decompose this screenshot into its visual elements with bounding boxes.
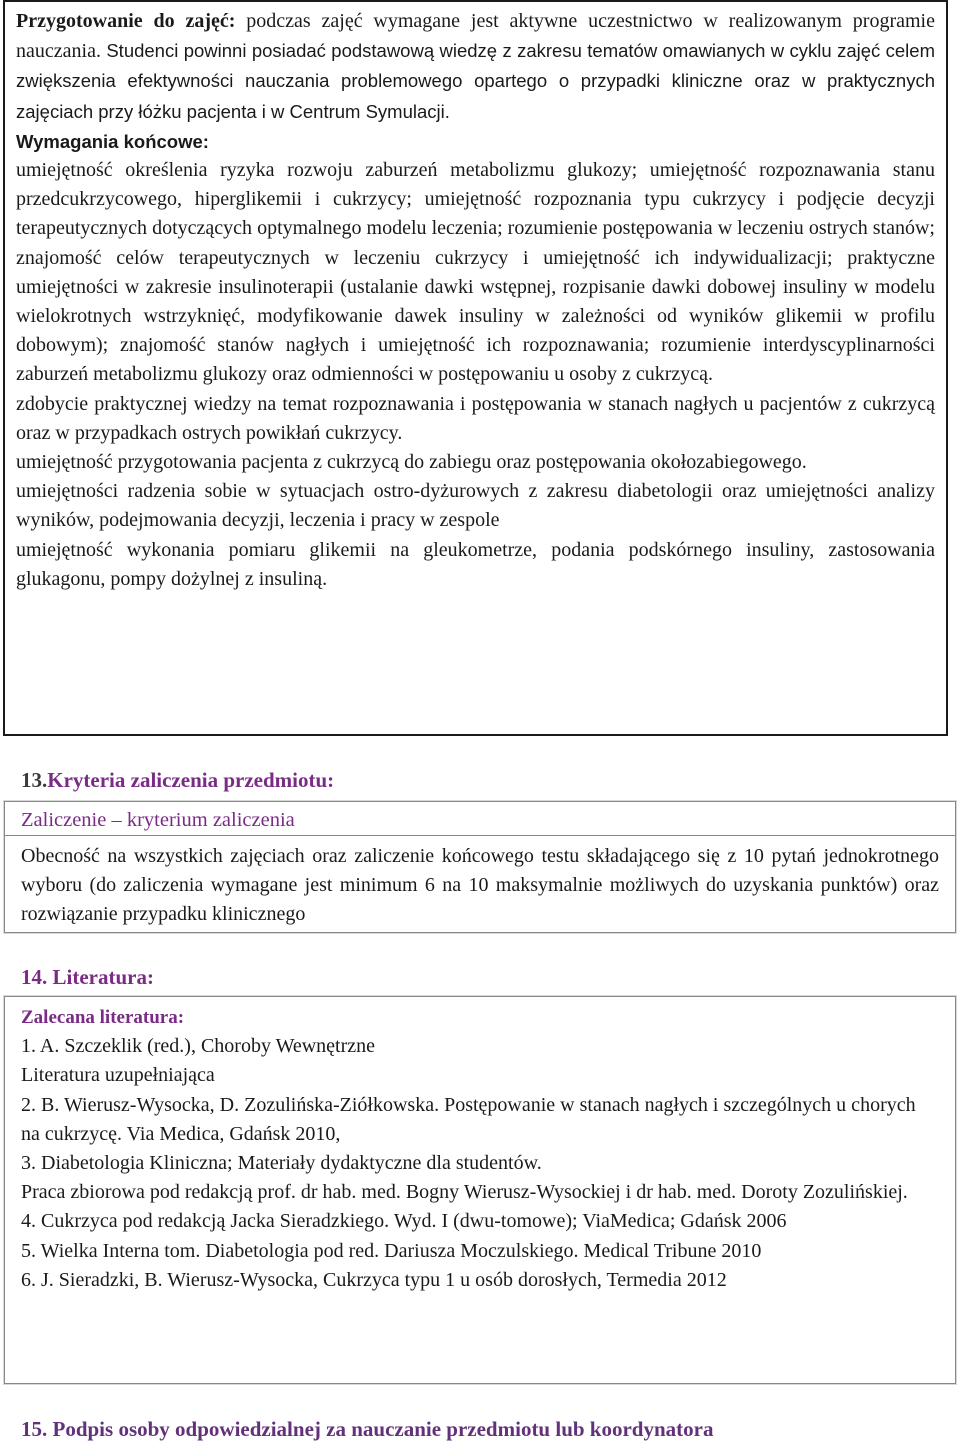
literature-box [4,996,956,1384]
grading-criteria-text: Obecność na wszystkich zajęciach oraz zaliczenie końcowego testu składającego się z 10 pytań jednokrotnego wyboru (do zaliczenia wymagane jest minimum 6 na 10 maksymalnie możliwych do uzyskania punktów) oraz rozwiązanie przypadku klinicznego [21,845,939,926]
requirements-paragraph-4: umiejętności radzenia sobie w sytuacjach ostro-dyżurowych z zakresu diabetologii oraz umiejętności analizy wyników, podejmowania decyzji, leczenia i pracy w zespole [16,480,935,532]
requirements-label: Wymagania końcowe: [16,130,209,152]
requirements-paragraph-3: umiejętność przygotowania pacjenta z cukrzycą do zabiegu oraz postępowania okołozabiegowego. [16,451,807,474]
section-15-heading: 15. Podpis osoby odpowiedzialnej za nauczanie przedmiotu lub koordynatora [21,1417,714,1441]
literature-line: 3. Diabetologia Kliniczna; Materiały dydaktyczne dla studentów. [21,1152,542,1175]
section-13-heading [21,768,334,793]
literature-line: 6. J. Sieradzki, B. Wierusz-Wysocka, Cukrzyca typu 1 u osób dorosłych, Termedia 2012 [21,1268,727,1291]
requirements-paragraph-1: umiejętność określenia ryzyka rozwoju zaburzeń metabolizmu glukozy; umiejętność rozpoznawania stanu przedcukrzycowego, hiperglikemii i cukrzycy; umiejętność rozpoznania typu cukrzycy i podjęcie decyzji terapeutycznych dotyczących optymalnego modelu leczenia; rozumienie postępowania w leczeniu ostrych stanów; znajomość celów terapeutycznych w leczeniu cukrzycy i umiejętność ich indywidualizacji; praktyczne umiejętności w zakresie insulinoterapii (ustalanie dawki wstępnej, rozpisanie dawki dobowej insuliny w modelu wielokrotnych wstrzyknięć, modyfikowanie dawek insuliny w zależności od wyników glikemii w profilu dobowym); znajomość stanów nagłych i umiejętność ich rozpoznawania; rozumienie interdyscyplinarności zaburzeń metabolizmu glukozy oraz odmienności w postępowaniu u osoby z cukrzycą. [16,159,935,386]
section-13-number: 13. [21,768,48,792]
grading-criteria-title: Zaliczenie – kryterium zaliczenia [5,802,955,836]
preparation-text: podczas zajęć wymagane jest aktywne uczestnictwo w realizowanym programie nauczania. [16,10,935,63]
section-14-heading: 14. Literatura: [21,965,154,989]
preparation-paragraph [16,7,935,127]
recommended-literature-title: Zalecana literatura: [21,1007,185,1028]
requirements-paragraph-5: umiejętność wykonania pomiaru glikemii na gleukometrze, podania podskórnego insuliny, zastosowania glukagonu, pompy dożylnej z insuliną. [16,538,935,590]
literature-line: 1. A. Szczeklik (red.), Choroby Wewnętrzne [21,1035,376,1058]
section-13-title: Kryteria zaliczenia przedmiotu: [47,768,335,792]
preparation-label: Przygotowanie do zajęć: [16,10,236,32]
literature-line: 2. B. Wierusz-Wysocka, D. Zozulińska-Ziółkowska. Postępowanie w stanach nagłych i szczególnych u chorych na cukrzycę. Via Medica, Gdańsk 2010, [21,1093,916,1145]
preparation-text-sans: Studenci powinni posiadać podstawową wiedzę z zakresu tematów omawianych w cyklu zajęć celem zwiększenia efektywności nauczania problemowego opartego o przypadki kliniczne oraz w praktycznych zajęciach przy łóżku pacjenta i w Centrum Symulacji. [16,40,935,122]
grading-criteria-box [4,801,956,933]
literature-line: Literatura uzupełniająca [21,1064,215,1087]
literature-line: Praca zbiorowa pod redakcją prof. dr hab. med. Bogny Wierusz-Wysockiej i dr hab. med. Doroty Zozulińskiej. [21,1181,908,1204]
literature-line: 5. Wielka Interna tom. Diabetologia pod red. Dariusza Moczulskiego. Medical Tribune 2010 [21,1239,762,1262]
course-requirements-box [3,0,948,736]
requirements-paragraph-2: zdobycie praktycznej wiedzy na temat rozpoznawania i postępowania w stanach nagłych u pacjentów z cukrzycą oraz w przypadkach ostrych powikłań cukrzycy. [16,392,935,444]
literature-line: 4. Cukrzyca pod redakcją Jacka Sieradzkiego. Wyd. I (dwu-tomowe); ViaMedica; Gdańsk 2006 [21,1210,787,1233]
